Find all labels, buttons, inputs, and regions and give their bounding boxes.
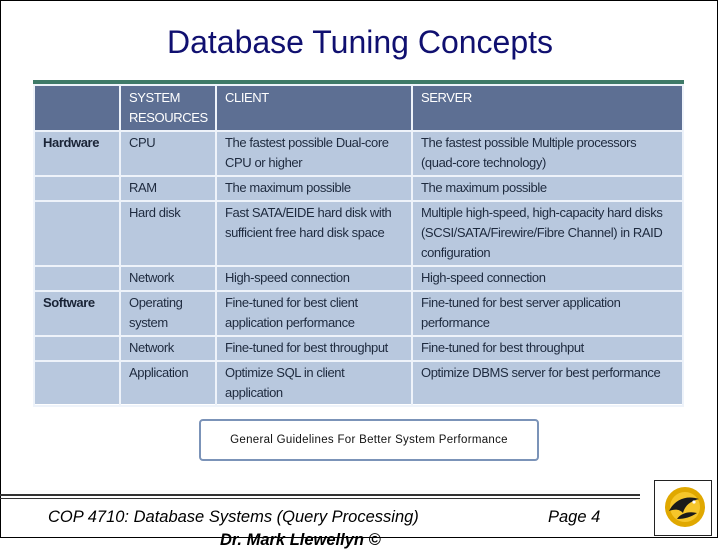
cell-client: Fast SATA/EIDE hard disk with sufficient free hard disk space bbox=[216, 201, 412, 266]
header-client: CLIENT bbox=[216, 85, 412, 131]
cell-category bbox=[34, 266, 120, 291]
cell-resource: Operating system bbox=[120, 291, 216, 336]
slide-title: Database Tuning Concepts bbox=[166, 24, 554, 60]
header-system-resources: SYSTEM RESOURCES bbox=[120, 85, 216, 131]
cell-client: Optimize SQL in client application bbox=[216, 361, 412, 406]
cell-server: The fastest possible Multiple processors (quad-core technology) bbox=[412, 131, 683, 176]
table-header-row bbox=[34, 85, 683, 131]
caption-text: General Guidelines For Better System Performance bbox=[230, 434, 508, 446]
cell-client: The fastest possible Dual-core CPU or higher bbox=[216, 131, 412, 176]
cell-resource: CPU bbox=[120, 131, 216, 176]
cell-server: Fine-tuned for best throughput bbox=[412, 336, 683, 361]
cell-client: The maximum possible bbox=[216, 176, 412, 201]
cell-server: Optimize DBMS server for best performance bbox=[412, 361, 683, 406]
cell-resource: Application bbox=[120, 361, 216, 406]
cell-category bbox=[34, 176, 120, 201]
table-row bbox=[34, 176, 683, 201]
footer-author: Dr. Mark Llewellyn © bbox=[220, 531, 381, 549]
cell-resource: Network bbox=[120, 336, 216, 361]
cell-category: Hardware bbox=[34, 131, 120, 176]
table-caption bbox=[199, 419, 539, 461]
table-row bbox=[34, 291, 683, 336]
header-category bbox=[34, 85, 120, 131]
cell-client: High-speed connection bbox=[216, 266, 412, 291]
table-row bbox=[34, 336, 683, 361]
footer-page-number: Page 4 bbox=[548, 508, 601, 526]
cell-category bbox=[34, 336, 120, 361]
footer-divider-top bbox=[0, 494, 640, 496]
cell-server: The maximum possible bbox=[412, 176, 683, 201]
cell-resource: Hard disk bbox=[120, 201, 216, 266]
cell-resource: RAM bbox=[120, 176, 216, 201]
guidelines-table bbox=[33, 84, 684, 407]
table-row bbox=[34, 131, 683, 176]
table-row bbox=[34, 361, 683, 406]
cell-server: High-speed connection bbox=[412, 266, 683, 291]
footer-course-title: COP 4710: Database Systems (Query Processing) bbox=[48, 508, 419, 526]
footer-divider-bottom bbox=[0, 498, 640, 499]
cell-resource: Network bbox=[120, 266, 216, 291]
cell-category: Software bbox=[34, 291, 120, 336]
cell-category bbox=[34, 361, 120, 406]
pegasus-logo-icon bbox=[654, 480, 712, 536]
cell-client: Fine-tuned for best client application performance bbox=[216, 291, 412, 336]
cell-client: Fine-tuned for best throughput bbox=[216, 336, 412, 361]
table-row bbox=[34, 201, 683, 266]
guidelines-table-container bbox=[33, 80, 684, 404]
cell-category bbox=[34, 201, 120, 266]
cell-server: Multiple high-speed, high-capacity hard disks (SCSI/SATA/Firewire/Fibre Channel) in RAID configuration bbox=[412, 201, 683, 266]
header-server: SERVER bbox=[412, 85, 683, 131]
table-row bbox=[34, 266, 683, 291]
cell-server: Fine-tuned for best server application performance bbox=[412, 291, 683, 336]
